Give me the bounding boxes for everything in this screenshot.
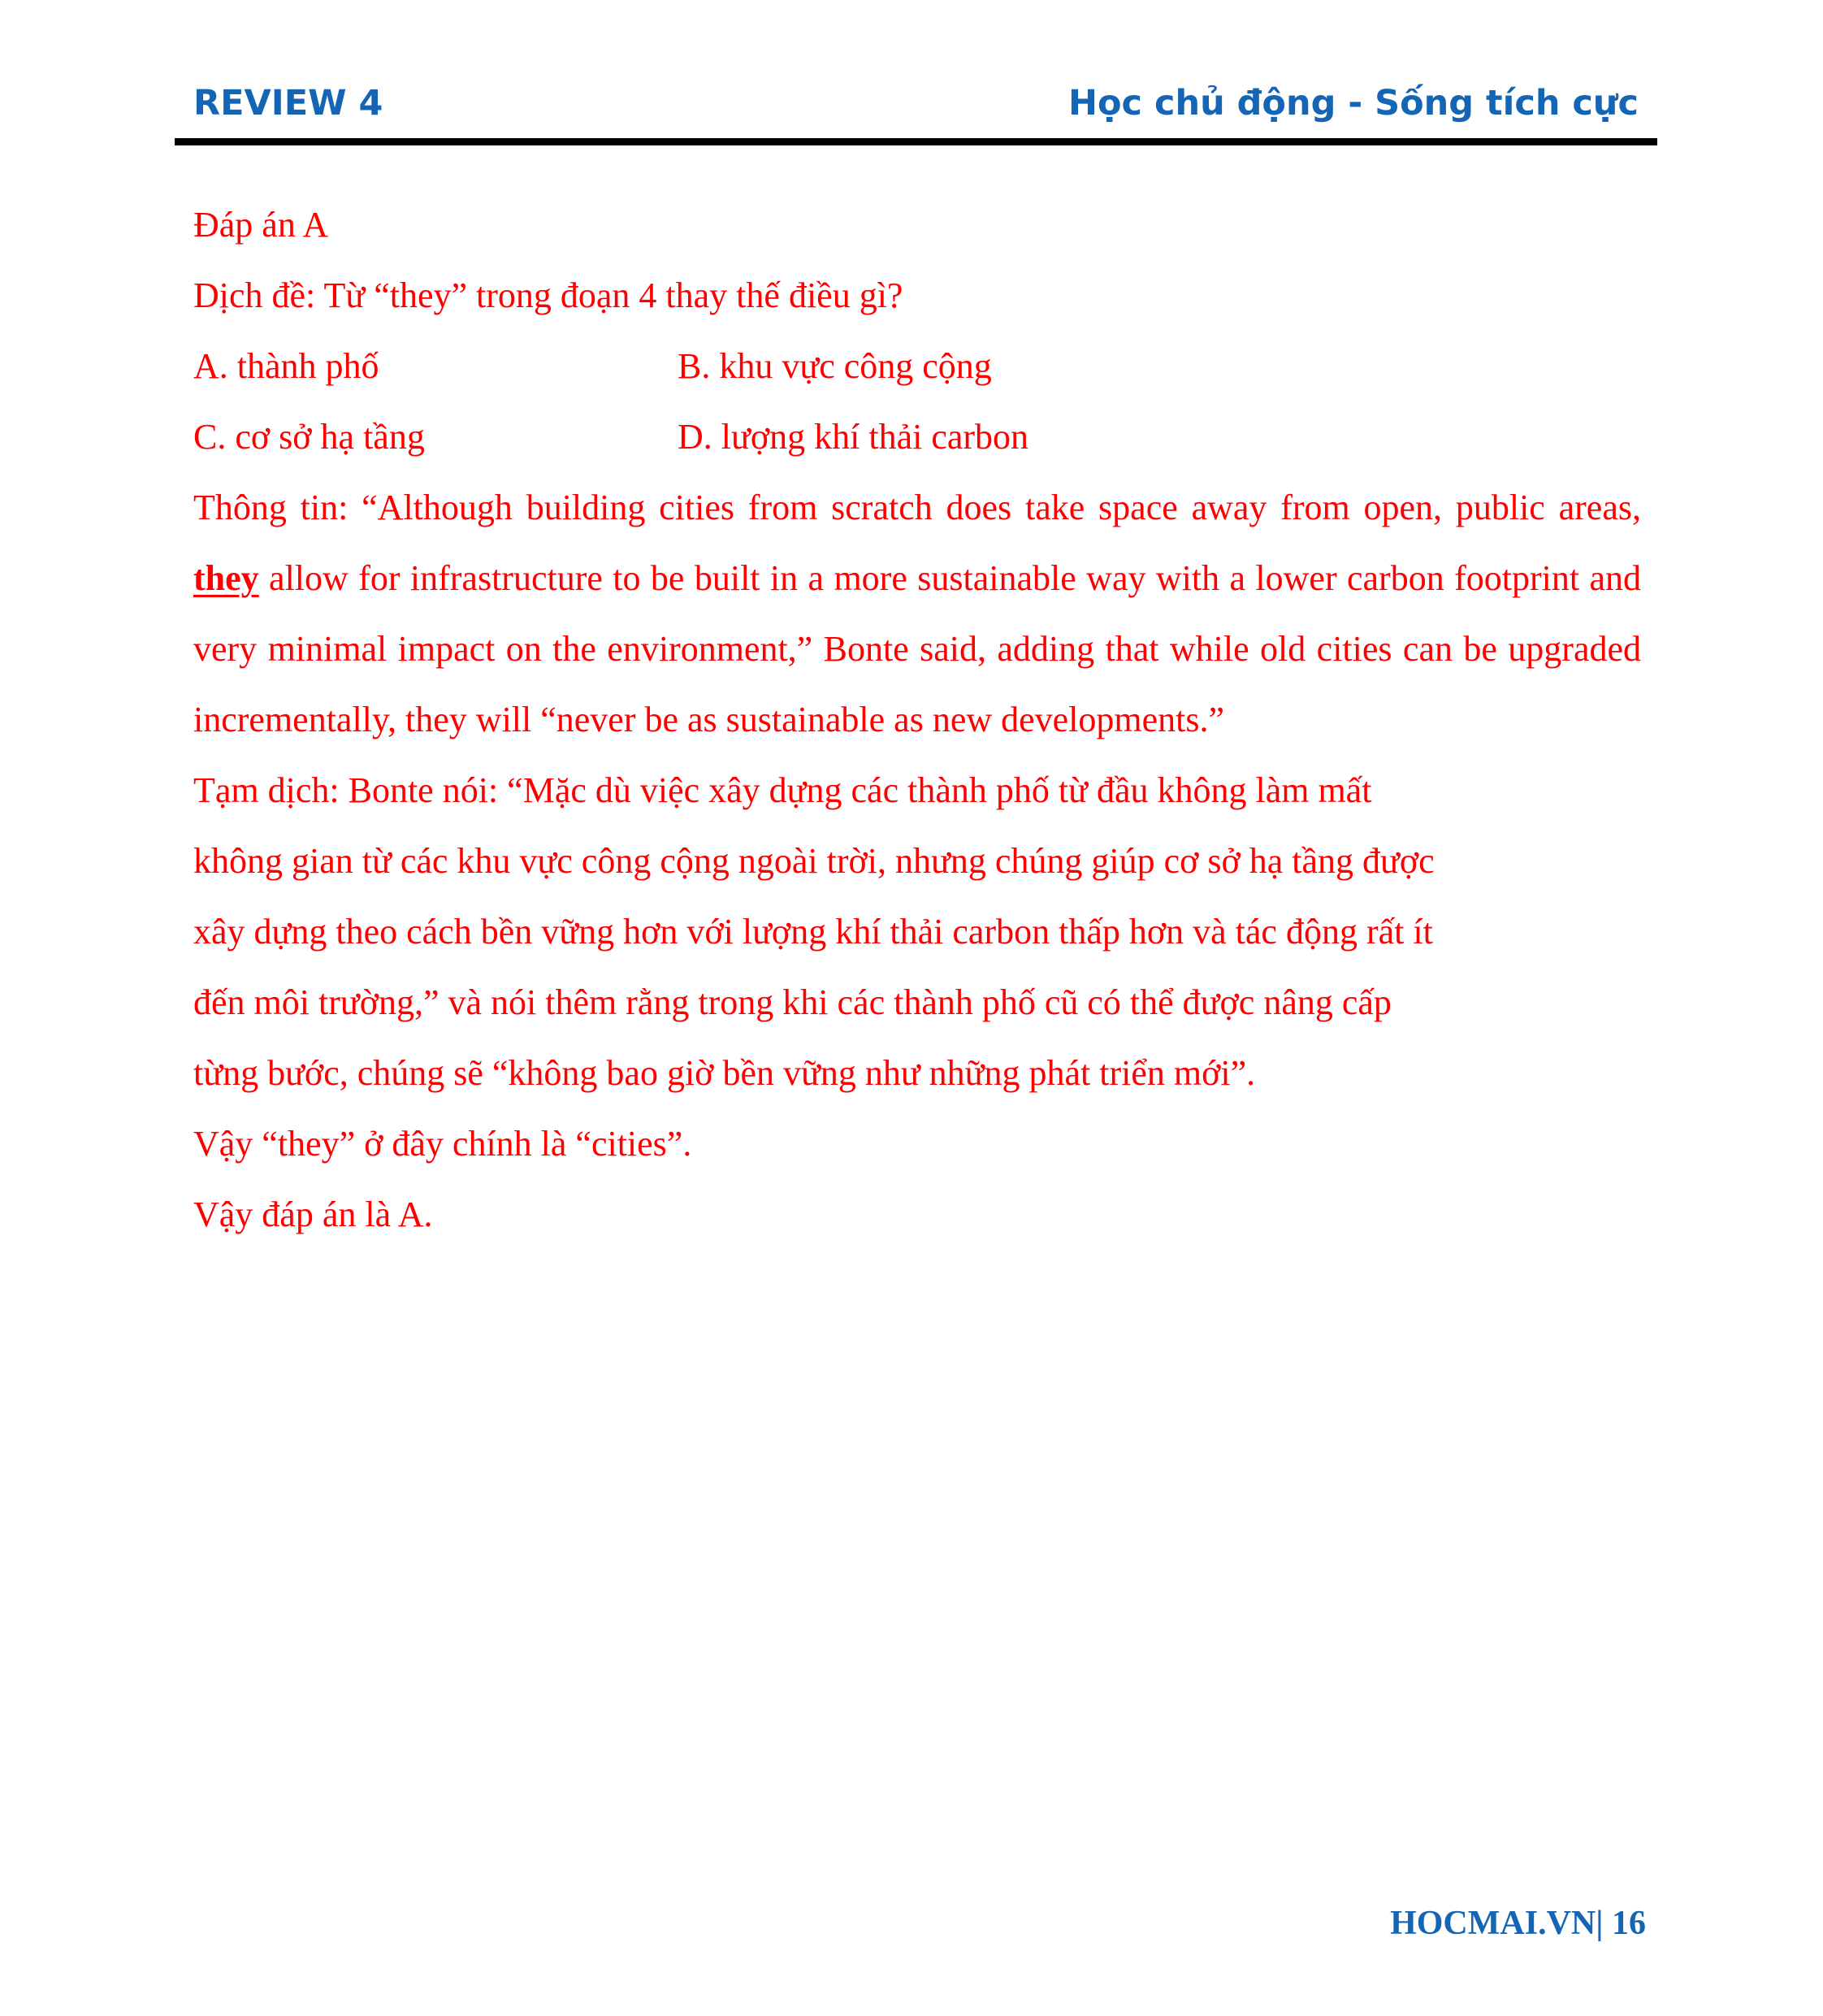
translation-line-4: đến môi trường,” và nói thêm rằng trong khi các thành phố cũ có thể được nâng cấp bbox=[193, 982, 1392, 1022]
header-title: REVIEW 4 bbox=[193, 83, 383, 124]
option-b: B. khu vực công cộng bbox=[678, 346, 992, 386]
info-paragraph bbox=[193, 472, 1641, 755]
option-d: D. lượng khí thải carbon bbox=[678, 417, 1029, 457]
header-slogan: Học chủ động - Sống tích cực bbox=[1067, 83, 1639, 124]
conclusion-line-2: Vậy đáp án là A. bbox=[193, 1194, 433, 1234]
question-translation: Dịch đề: Từ “they” trong đoạn 4 thay thế điều gì? bbox=[193, 275, 903, 315]
translation-line-3: xây dựng theo cách bền vững hơn với lượng khí thải carbon thấp hơn và tác động rất ít bbox=[193, 912, 1433, 952]
translation-line-2: không gian từ các khu vực công cộng ngoài trời, nhưng chúng giúp cơ sở hạ tầng được bbox=[193, 841, 1435, 881]
conclusion-line-1: Vậy “they” ở đây chính là “cities”. bbox=[193, 1124, 692, 1164]
info-text-after: allow for infrastructure to be built in a more sustainable way with a lower carbon footprint and very minimal impact on the environment,” Bonte said, adding that while old cities can be upgraded incrementally, they will “never be as sustainable as new developments.” bbox=[193, 558, 1641, 739]
translation-line-5: từng bước, chúng sẽ “không bao giờ bền vững như những phát triển mới”. bbox=[193, 1053, 1256, 1093]
highlighted-word: they bbox=[193, 558, 259, 598]
page-footer: HOCMAI.VN| 16 bbox=[1390, 1905, 1646, 1942]
answer-explanation bbox=[193, 189, 1641, 1250]
answer-line: Đáp án A bbox=[193, 205, 329, 245]
option-c: C. cơ sở hạ tầng bbox=[193, 417, 425, 457]
options-row-2 bbox=[193, 401, 1641, 472]
page-header bbox=[175, 81, 1657, 145]
option-a: A. thành phố bbox=[193, 346, 379, 386]
options-row-1 bbox=[193, 331, 1641, 401]
info-text-before: Thông tin: “Although building cities from scratch does take space away from open, public areas, bbox=[193, 488, 1641, 527]
translation-line-1: Tạm dịch: Bonte nói: “Mặc dù việc xây dựng các thành phố từ đầu không làm mất bbox=[193, 770, 1372, 810]
